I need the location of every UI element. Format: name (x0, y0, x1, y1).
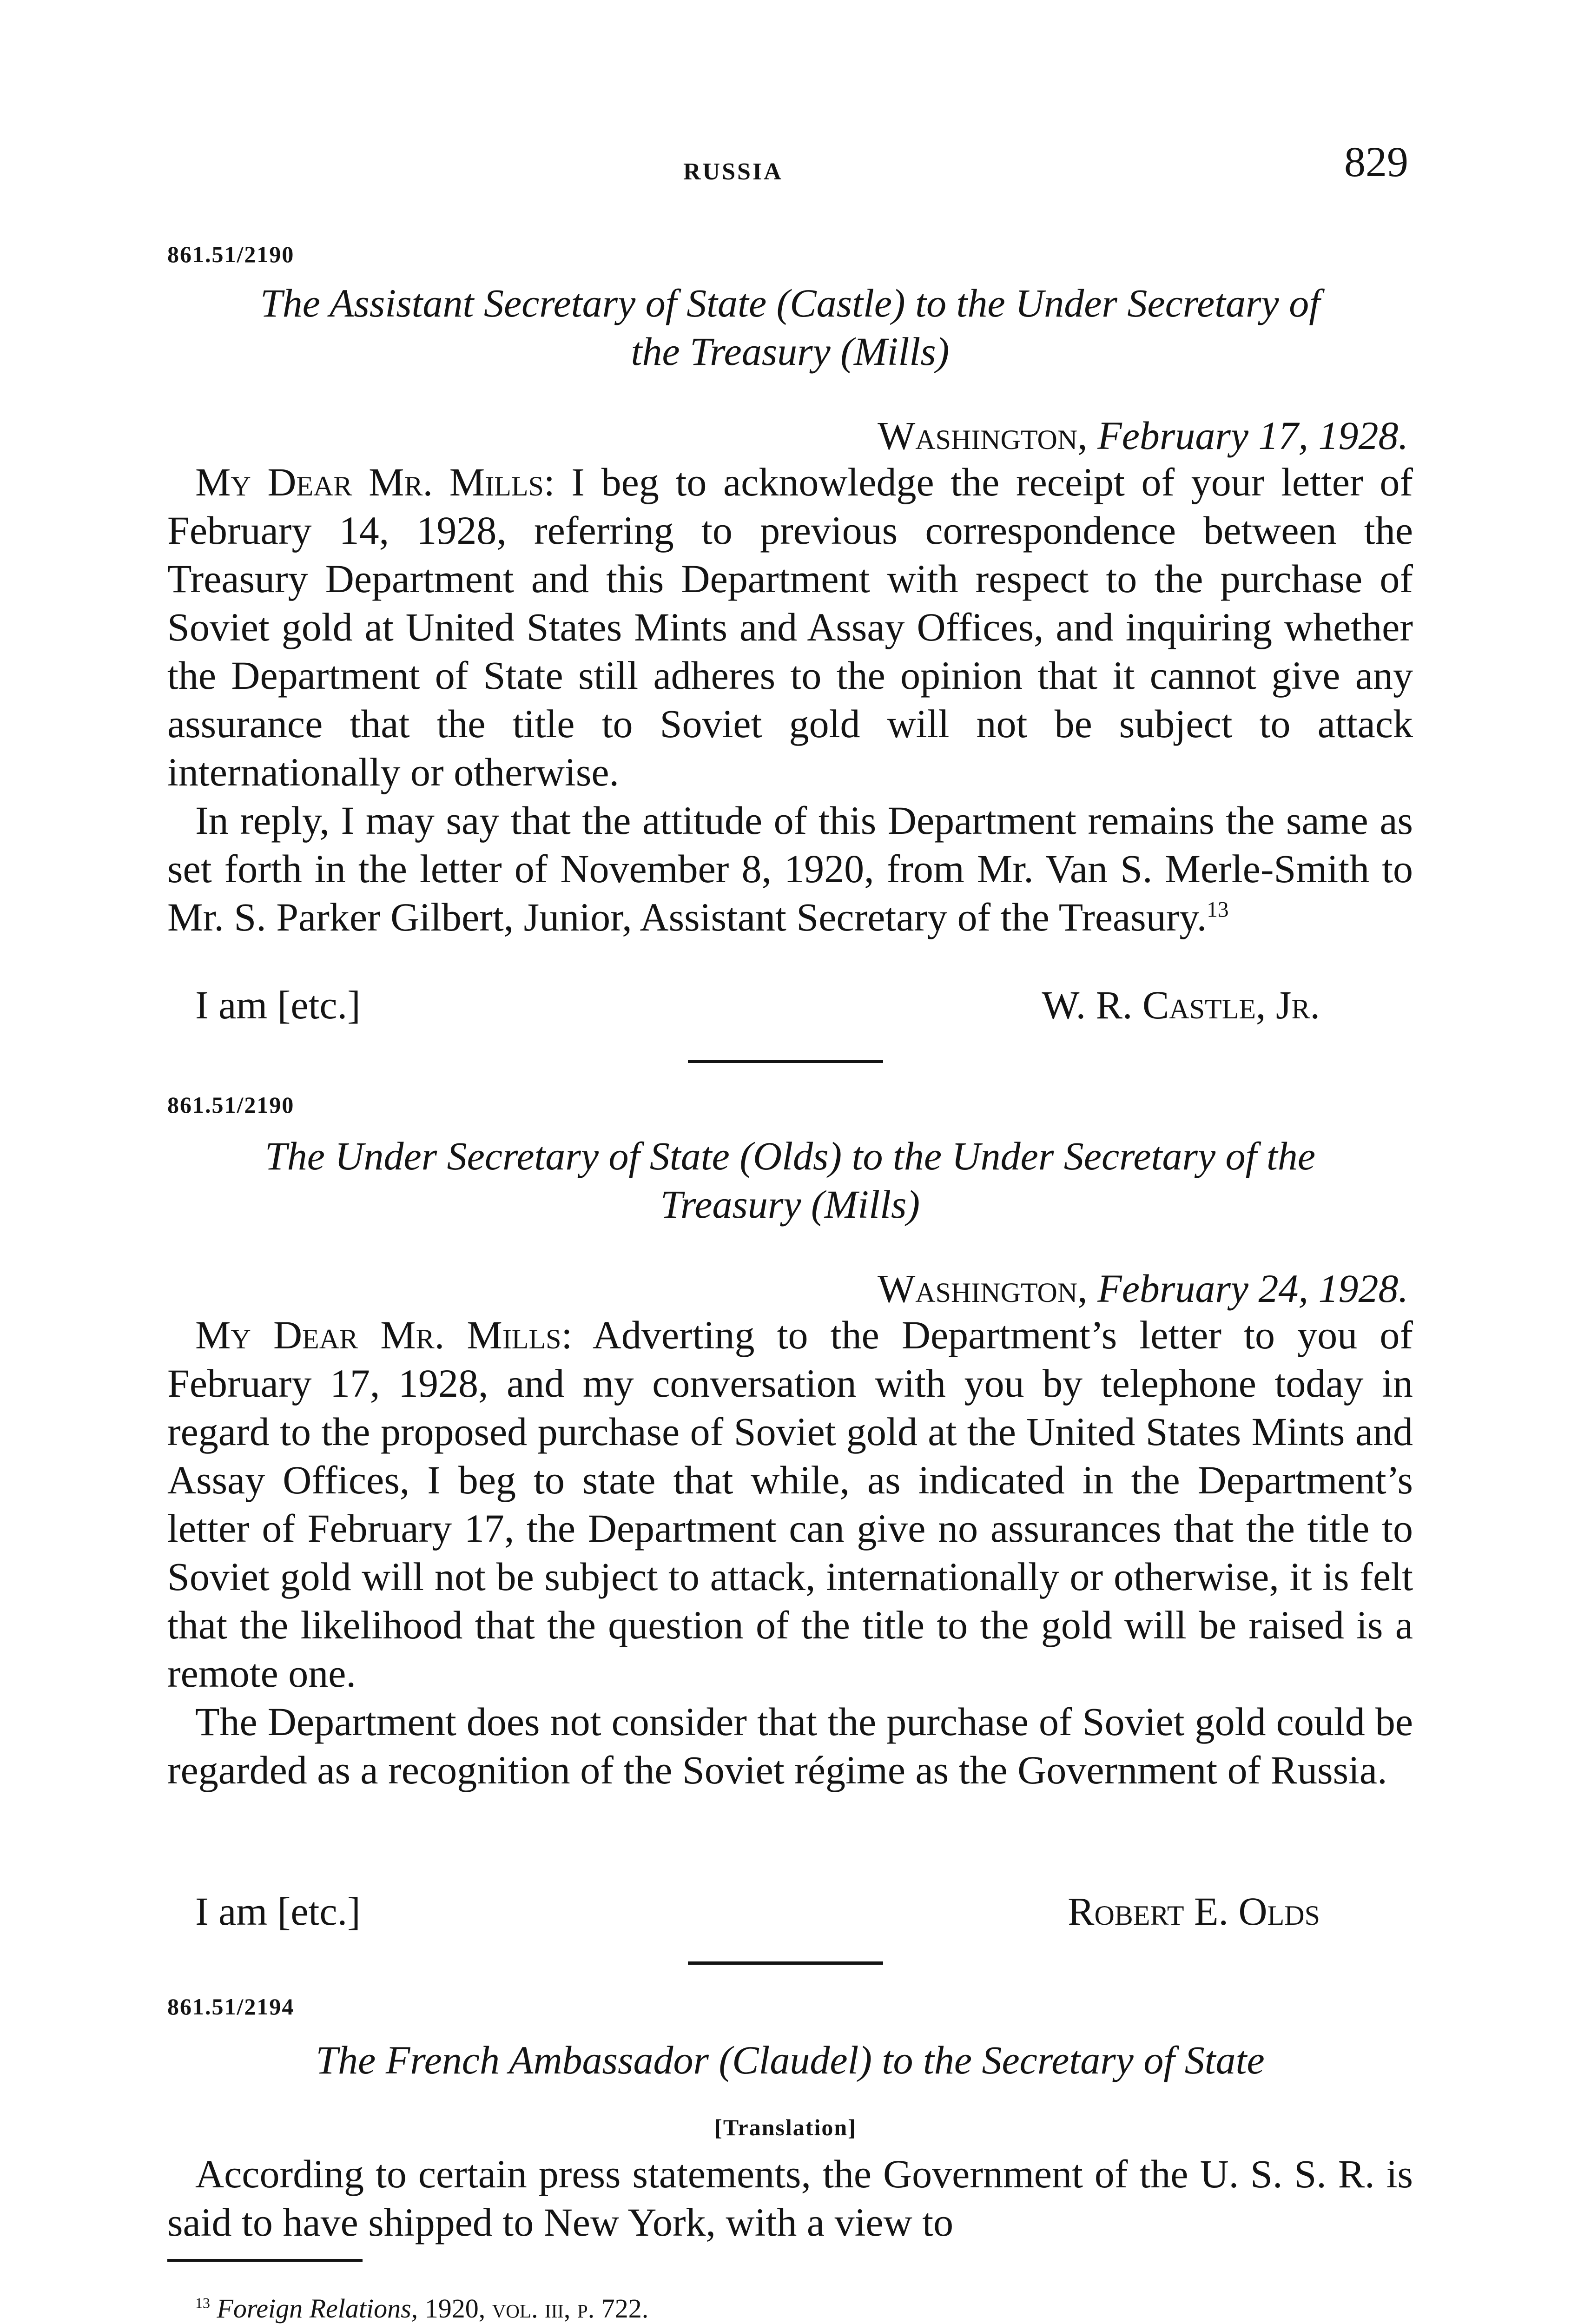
running-header: RUSSIA (683, 158, 783, 185)
closing: I am [etc.] (195, 983, 361, 1027)
dateline-date: February 17, 1928. (1097, 413, 1408, 458)
signature: W. R. Castle, Jr. (1042, 983, 1320, 1027)
footnote-title: Foreign Relations, (217, 2293, 418, 2324)
closing: I am [etc.] (195, 1889, 361, 1934)
document-heading (167, 279, 1413, 376)
heading-line: The Assistant Secretary of State (Castle) to the Under Secretary of (260, 281, 1320, 325)
footnote-citation: 1920, vol. iii, p. 722. (424, 2293, 649, 2324)
paragraph (167, 2150, 1413, 2246)
salutation: My Dear Mr. Mills: (195, 460, 555, 504)
paragraph (167, 796, 1413, 941)
paragraph-text: The Department does not consider that the purchase of Soviet gold could be regarded as a recognition of the Soviet régime as the Government of Russia. (167, 1699, 1413, 1792)
footnote-rule (167, 2259, 363, 2262)
divider-rule (688, 1961, 883, 1965)
paragraph-text: In reply, I may say that the attitude of this Department remains the same as set forth in the letter of November 8, 1920, from Mr. Van S. Merle-Smith to Mr. S. Parker Gilbert, Junior, Assistant Secretary of the Treasury. (167, 798, 1413, 939)
dateline (878, 411, 1408, 460)
translation-note: [Translation] (714, 2114, 857, 2140)
salutation: My Dear Mr. Mills: (195, 1313, 573, 1357)
document-heading: The French Ambassador (Claudel) to the Secretary of State (316, 2038, 1265, 2082)
footnote-number: 13 (195, 2295, 210, 2311)
heading-line: Treasury (Mills) (660, 1182, 920, 1227)
paragraph-text: I beg to acknowledge the receipt of your letter of February 14, 1928, referring to previous correspondence between the Treasury Department and this Department with respect to the purchase of Soviet gold at United States Mints and Assay Offices, and inquiring whether the Department of State still adheres to the opinion that it cannot give any assurance that the title to Soviet gold will not be subject to attack internationally or otherwise. (167, 460, 1413, 794)
divider-rule (688, 1060, 883, 1063)
signature: Robert E. Olds (1068, 1889, 1320, 1934)
document-heading (167, 1132, 1413, 1228)
file-number: 861.51/2190 (167, 1092, 295, 1118)
heading-line: the Treasury (Mills) (631, 329, 950, 374)
letter-body (167, 1311, 1413, 1794)
paragraph (167, 1697, 1413, 1794)
closing-row (195, 981, 1413, 1029)
footnote-ref: 13 (1207, 898, 1229, 922)
dateline-date: February 24, 1928. (1097, 1266, 1408, 1311)
heading-line: The Under Secretary of State (Olds) to the Under Secretary of the (264, 1134, 1316, 1178)
footnote (195, 2284, 648, 2324)
paragraph-text: Adverting to the Department’s letter to you of February 17, 1928, and my conversation with you by telephone today in regard to the proposed purchase of Soviet gold at the United States Mints and Assay Offices, I beg to state that while, as indicated in the Department’s letter of February 17, the Department can give no assurances that the title to Soviet gold will not be subject to attack, internationally or otherwise, it is felt that the likelihood that the question of the title to the gold will be raised is a remote one. (167, 1313, 1413, 1696)
paragraph (167, 458, 1413, 796)
paragraph-text: According to certain press statements, the Government of the U. S. S. R. is said to have shipped to New York, with a view to (167, 2152, 1413, 2245)
dateline (878, 1264, 1408, 1313)
dateline-place: Washington, (878, 1266, 1088, 1311)
dateline-place: Washington, (878, 413, 1088, 458)
page-number: 829 (1344, 138, 1408, 185)
paragraph (167, 1311, 1413, 1697)
file-number: 861.51/2190 (167, 241, 295, 267)
letter-body (167, 2150, 1413, 2246)
letter-body (167, 458, 1413, 941)
closing-row (195, 1887, 1413, 1935)
file-number: 861.51/2194 (167, 1994, 295, 2020)
